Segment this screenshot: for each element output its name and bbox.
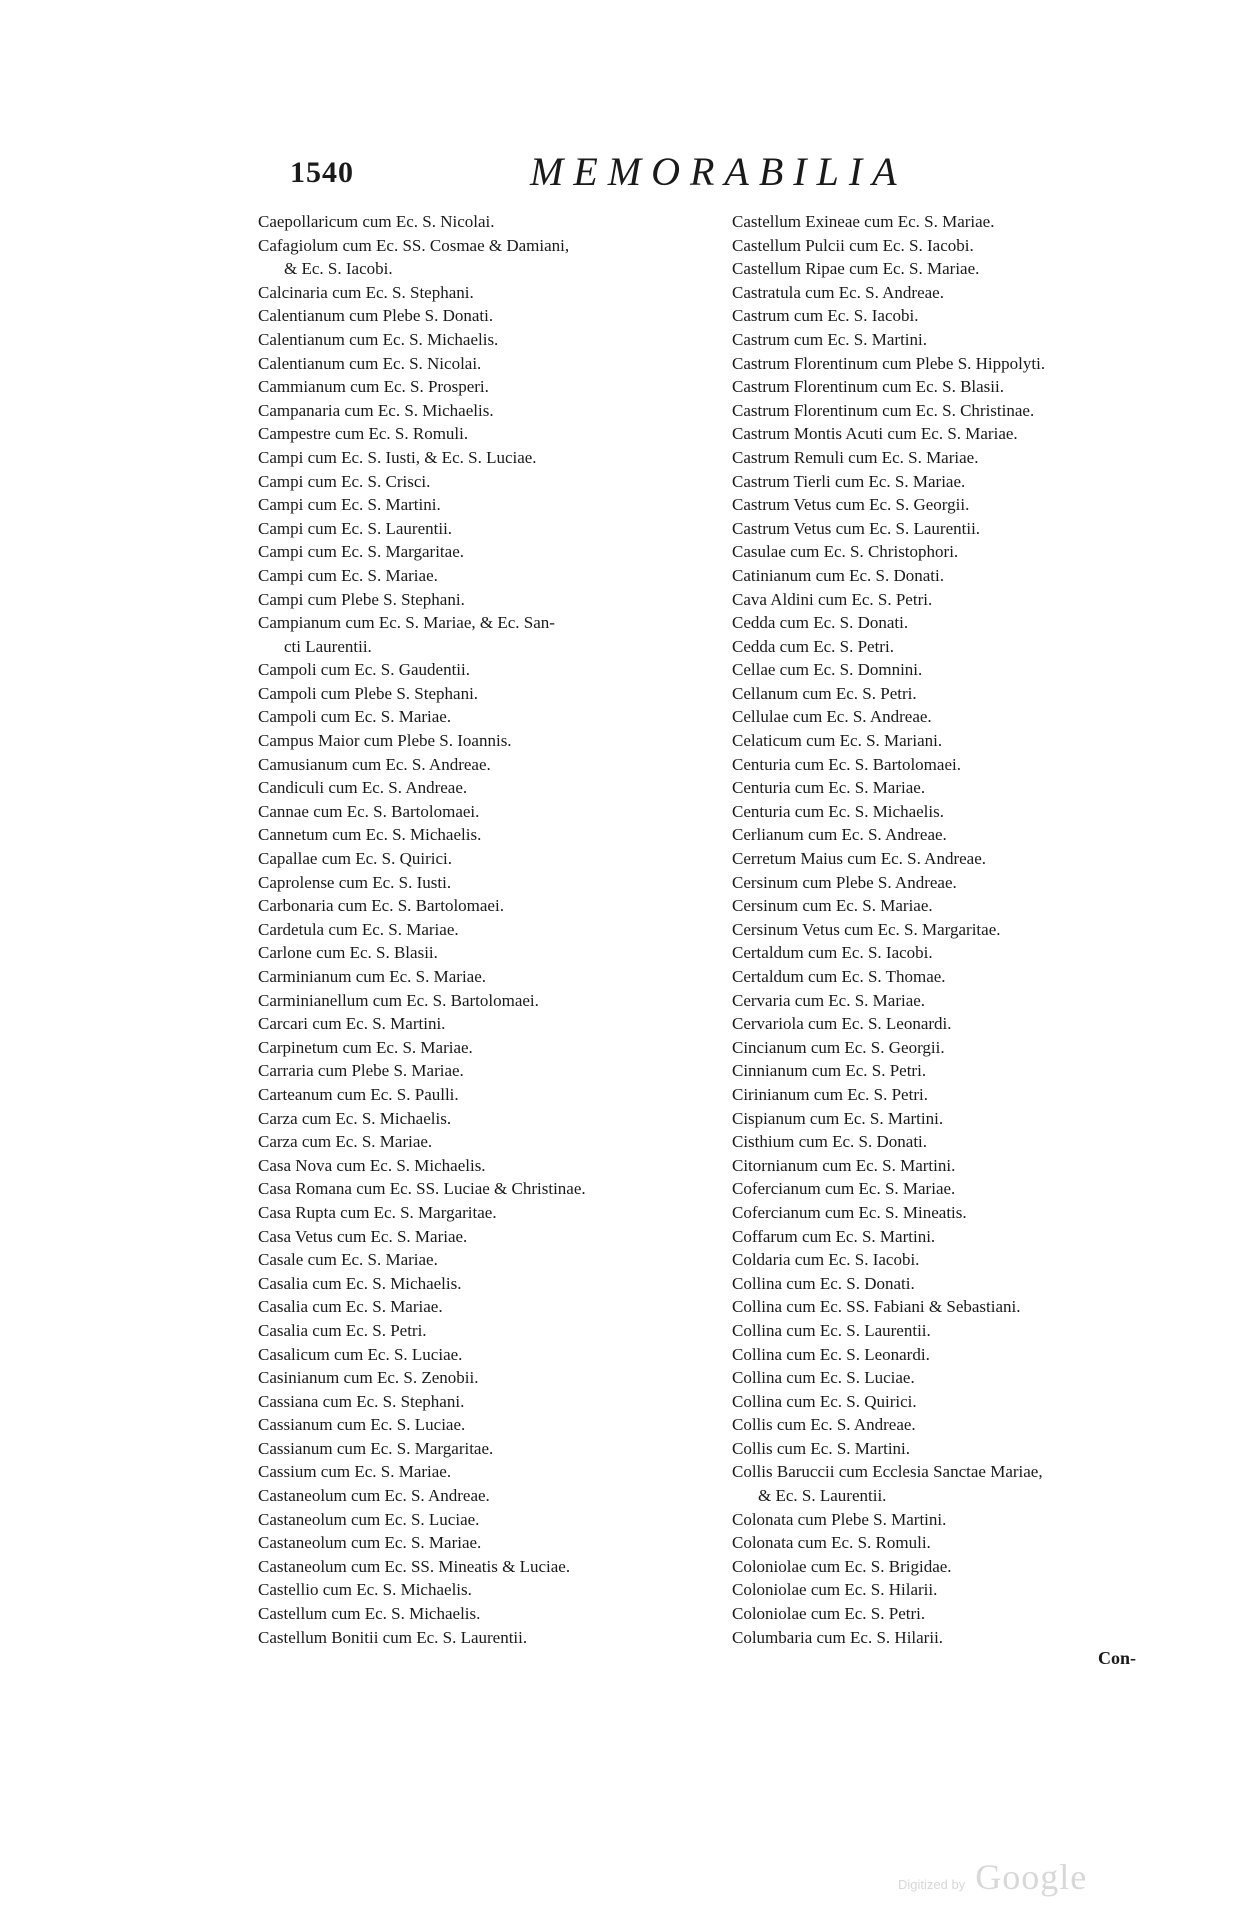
index-entry: Certaldum cum Ec. S. Thomae.	[732, 967, 946, 986]
index-entry: Collina cum Ec. SS. Fabiani & Sebastiani.	[732, 1297, 1021, 1317]
index-entry: Castrum Vetus cum Ec. S. Laurentii.	[732, 518, 981, 538]
index-entry: Carteanum cum Ec. S. Paulli.	[258, 1084, 459, 1104]
index-entry: Columbaria cum Ec. S. Hilarii.	[732, 1627, 944, 1647]
index-entry: Collina cum Ec. S. Leonardi.	[732, 1344, 930, 1364]
index-entry: & Ec. S. Laurentii.	[758, 1486, 887, 1506]
index-entry: Capallae cum Ec. S. Quirici.	[258, 849, 453, 869]
index-entry: Castrum cum Ec. S. Martini.	[732, 329, 928, 349]
index-entry: Campi cum Ec. S. Laurentii.	[258, 518, 453, 538]
index-entry: Carbonaria cum Ec. S. Bartolomaei.	[258, 896, 504, 916]
catchword: Con-	[1098, 1648, 1137, 1668]
index-entry: Colonata cum Plebe S. Martini.	[732, 1509, 947, 1529]
index-entry: Calentianum cum Plebe S. Donati.	[258, 306, 494, 326]
index-entry: Casinianum cum Ec. S. Zenobii.	[258, 1368, 479, 1388]
index-entry: Cammianum cum Ec. S. Prosperi.	[258, 377, 489, 397]
index-entry: Castratula cum Ec. S. Andreae.	[732, 282, 944, 302]
index-entry: cti Laurentii.	[284, 636, 372, 656]
index-entry: Calentianum cum Ec. S. Michaelis.	[258, 329, 499, 349]
index-entry: Coffarum cum Ec. S. Martini.	[732, 1226, 936, 1246]
index-entry: Castrum Vetus cum Ec. S. Georgii.	[732, 495, 970, 515]
index-entry: Cellae cum Ec. S. Domnini.	[732, 660, 923, 680]
index-entry: Calentianum cum Ec. S. Nicolai.	[258, 353, 482, 373]
index-entry: Castrum Florentinum cum Ec. S. Blasii.	[732, 377, 1004, 397]
index-entry: Collis cum Ec. S. Martini.	[732, 1438, 911, 1458]
index-entry: Castellio cum Ec. S. Michaelis.	[258, 1580, 472, 1600]
index-entry: Campi cum Ec. S. Crisci.	[258, 471, 431, 491]
index-entry: Centuria cum Ec. S. Michaelis.	[732, 801, 944, 821]
index-entry: Castrum Tierli cum Ec. S. Mariae.	[732, 471, 966, 491]
index-entry: Citornianum cum Ec. S. Martini.	[732, 1155, 956, 1175]
index-entry: Carza cum Ec. S. Michaelis.	[258, 1108, 452, 1128]
index-entry: Castrum Remuli cum Ec. S. Mariae.	[732, 447, 979, 467]
index-entry: Coloniolae cum Ec. S. Petri.	[732, 1604, 926, 1624]
index-entry: Campi cum Ec. S. Margaritae.	[258, 542, 464, 562]
index-entry: Casa Nova cum Ec. S. Michaelis.	[258, 1155, 486, 1175]
index-entry: Castrum Montis Acuti cum Ec. S. Mariae.	[732, 424, 1018, 444]
index-entry: Coldaria cum Ec. S. Iacobi.	[732, 1250, 920, 1270]
index-entry: Campi cum Plebe S. Stephani.	[258, 589, 465, 609]
index-entry: Collis cum Ec. S. Andreae.	[732, 1415, 916, 1435]
index-entry: Carpinetum cum Ec. S. Mariae.	[258, 1037, 473, 1057]
index-entry: Cassianum cum Ec. S. Luciae.	[258, 1415, 466, 1435]
index-entry: Collina cum Ec. S. Donati.	[732, 1273, 915, 1293]
index-entry: Cannetum cum Ec. S. Michaelis.	[258, 825, 482, 845]
index-entry: Campi cum Ec. S. Martini.	[258, 495, 441, 515]
page-header	[290, 148, 910, 196]
running-title: MEMORABILIA	[530, 149, 907, 194]
index-entry: Colonata cum Ec. S. Romuli.	[732, 1533, 931, 1553]
watermark-logo-text: Google	[975, 1857, 1088, 1897]
index-entry: Casale cum Ec. S. Mariae.	[258, 1250, 438, 1270]
index-entry: Castaneolum cum Ec. SS. Mineatis & Luciae.	[258, 1556, 571, 1576]
index-entry: Celaticum cum Ec. S. Mariani.	[732, 731, 943, 751]
index-entry: Coloniolae cum Ec. S. Hilarii.	[732, 1580, 938, 1600]
index-entry: Caprolense cum Ec. S. Iusti.	[258, 872, 452, 892]
index-entry: Castellum Ripae cum Ec. S. Mariae.	[732, 259, 980, 279]
index-entry: Cedda cum Ec. S. Donati.	[732, 613, 909, 633]
index-entry: Carcari cum Ec. S. Martini.	[258, 1014, 446, 1034]
index-entry: Campianum cum Ec. S. Mariae, & Ec. San-	[258, 613, 555, 633]
index-entry: Cerretum Maius cum Ec. S. Andreae.	[732, 849, 986, 869]
index-entry: Cedda cum Ec. S. Petri.	[732, 636, 894, 656]
index-entry: Castrum Florentinum cum Ec. S. Christinae.	[732, 400, 1035, 420]
index-entry: Campanaria cum Ec. S. Michaelis.	[258, 400, 494, 420]
right-column	[732, 210, 1182, 1649]
index-entry: Campi cum Ec. S. Mariae.	[258, 565, 438, 585]
index-entry: Campi cum Ec. S. Iusti, & Ec. S. Luciae.	[258, 447, 537, 467]
index-entry: Catinianum cum Ec. S. Donati.	[732, 565, 944, 585]
index-entry: Candiculi cum Ec. S. Andreae.	[258, 778, 468, 798]
page-number: 1540	[290, 156, 354, 189]
index-entry: Cinnianum cum Ec. S. Petri.	[732, 1061, 927, 1081]
index-entry: Cassiana cum Ec. S. Stephani.	[258, 1391, 465, 1411]
watermark-small-text: Digitized by	[898, 1877, 966, 1892]
index-entry: Carza cum Ec. S. Mariae.	[258, 1132, 433, 1152]
index-entry: Campoli cum Ec. S. Mariae.	[258, 707, 452, 727]
index-entry: Cirinianum cum Ec. S. Petri.	[732, 1084, 928, 1104]
index-entry: Casalia cum Ec. S. Petri.	[258, 1320, 427, 1340]
index-entry: Certaldum cum Ec. S. Iacobi.	[732, 943, 933, 963]
index-entry: Cassium cum Ec. S. Mariae.	[258, 1462, 452, 1482]
index-entry: Carminianellum cum Ec. S. Bartolomaei.	[258, 990, 539, 1010]
index-entry: Cisthium cum Ec. S. Donati.	[732, 1132, 928, 1152]
index-entry: Castaneolum cum Ec. S. Andreae.	[258, 1486, 490, 1506]
index-entry: Cersinum cum Plebe S. Andreae.	[732, 872, 957, 892]
index-entry: Cervariola cum Ec. S. Leonardi.	[732, 1014, 952, 1034]
index-entry: Cellulae cum Ec. S. Andreae.	[732, 707, 932, 727]
index-entry: Cafagiolum cum Ec. SS. Cosmae & Damiani,	[258, 235, 570, 255]
index-entry: Campoli cum Ec. S. Gaudentii.	[258, 660, 470, 680]
index-entry: Casa Romana cum Ec. SS. Luciae & Christinae.	[258, 1179, 586, 1199]
index-entry: Cispianum cum Ec. S. Martini.	[732, 1108, 944, 1128]
index-entry: Collina cum Ec. S. Laurentii.	[732, 1320, 931, 1340]
index-entry: Castaneolum cum Ec. S. Luciae.	[258, 1509, 480, 1529]
index-entry: Casulae cum Ec. S. Christophori.	[732, 542, 959, 562]
index-entry: Campestre cum Ec. S. Romuli.	[258, 424, 469, 444]
index-entry: Castrum Florentinum cum Plebe S. Hippolyti.	[732, 353, 1046, 373]
index-entry: Campoli cum Plebe S. Stephani.	[258, 683, 479, 703]
index-entry: Cincianum cum Ec. S. Georgii.	[732, 1037, 945, 1057]
index-entry: Castaneolum cum Ec. S. Mariae.	[258, 1533, 482, 1553]
index-entry: Coloniolae cum Ec. S. Brigidae.	[732, 1556, 952, 1576]
index-entry: Casalia cum Ec. S. Mariae.	[258, 1297, 443, 1317]
index-entry: Castrum cum Ec. S. Iacobi.	[732, 306, 919, 326]
index-entry: Campus Maior cum Plebe S. Ioannis.	[258, 731, 512, 751]
index-entry: Carminianum cum Ec. S. Mariae.	[258, 967, 487, 986]
index-entry: Carlone cum Ec. S. Blasii.	[258, 943, 438, 963]
index-entry: Castellum Bonitii cum Ec. S. Laurentii.	[258, 1627, 528, 1647]
index-entry: Centuria cum Ec. S. Bartolomaei.	[732, 754, 961, 774]
index-entry: Casa Rupta cum Ec. S. Margaritae.	[258, 1202, 497, 1222]
index-entry: Cellanum cum Ec. S. Petri.	[732, 683, 917, 703]
index-entry: Casalicum cum Ec. S. Luciae.	[258, 1344, 463, 1364]
index-entry: Centuria cum Ec. S. Mariae.	[732, 778, 926, 798]
index-entry: Cassianum cum Ec. S. Margaritae.	[258, 1438, 494, 1458]
index-entry: Calcinaria cum Ec. S. Stephani.	[258, 282, 474, 302]
index-entry: Cervaria cum Ec. S. Mariae.	[732, 990, 926, 1010]
index-entry: Carraria cum Plebe S. Mariae.	[258, 1061, 464, 1081]
index-entry: Cofercianum cum Ec. S. Mineatis.	[732, 1202, 967, 1222]
index-entry: Cofercianum cum Ec. S. Mariae.	[732, 1179, 956, 1199]
left-column	[258, 210, 728, 1649]
index-entry: Cersinum Vetus cum Ec. S. Margaritae.	[732, 919, 1001, 939]
index-entry: Casa Vetus cum Ec. S. Mariae.	[258, 1226, 468, 1246]
index-entry: Cerlianum cum Ec. S. Andreae.	[732, 825, 947, 845]
index-entry: Cersinum cum Ec. S. Mariae.	[732, 896, 933, 916]
digitized-watermark	[898, 1856, 1087, 1898]
index-entry: Castellum Exineae cum Ec. S. Mariae.	[732, 212, 995, 231]
index-entry: Collis Baruccii cum Ecclesia Sanctae Mariae,	[732, 1462, 1043, 1482]
index-entry: Caepollaricum cum Ec. S. Nicolai.	[258, 212, 495, 231]
index-entry: Cardetula cum Ec. S. Mariae.	[258, 919, 459, 939]
index-entry: Collina cum Ec. S. Quirici.	[732, 1391, 917, 1411]
index-entry: & Ec. S. Iacobi.	[284, 259, 393, 279]
index-entry: Castellum cum Ec. S. Michaelis.	[258, 1604, 481, 1624]
index-entry: Cava Aldini cum Ec. S. Petri.	[732, 589, 933, 609]
index-entry: Castellum Pulcii cum Ec. S. Iacobi.	[732, 235, 974, 255]
index-entry: Camusianum cum Ec. S. Andreae.	[258, 754, 491, 774]
index-entry: Casalia cum Ec. S. Michaelis.	[258, 1273, 462, 1293]
index-entry: Cannae cum Ec. S. Bartolomaei.	[258, 801, 480, 821]
index-entry: Collina cum Ec. S. Luciae.	[732, 1368, 915, 1388]
